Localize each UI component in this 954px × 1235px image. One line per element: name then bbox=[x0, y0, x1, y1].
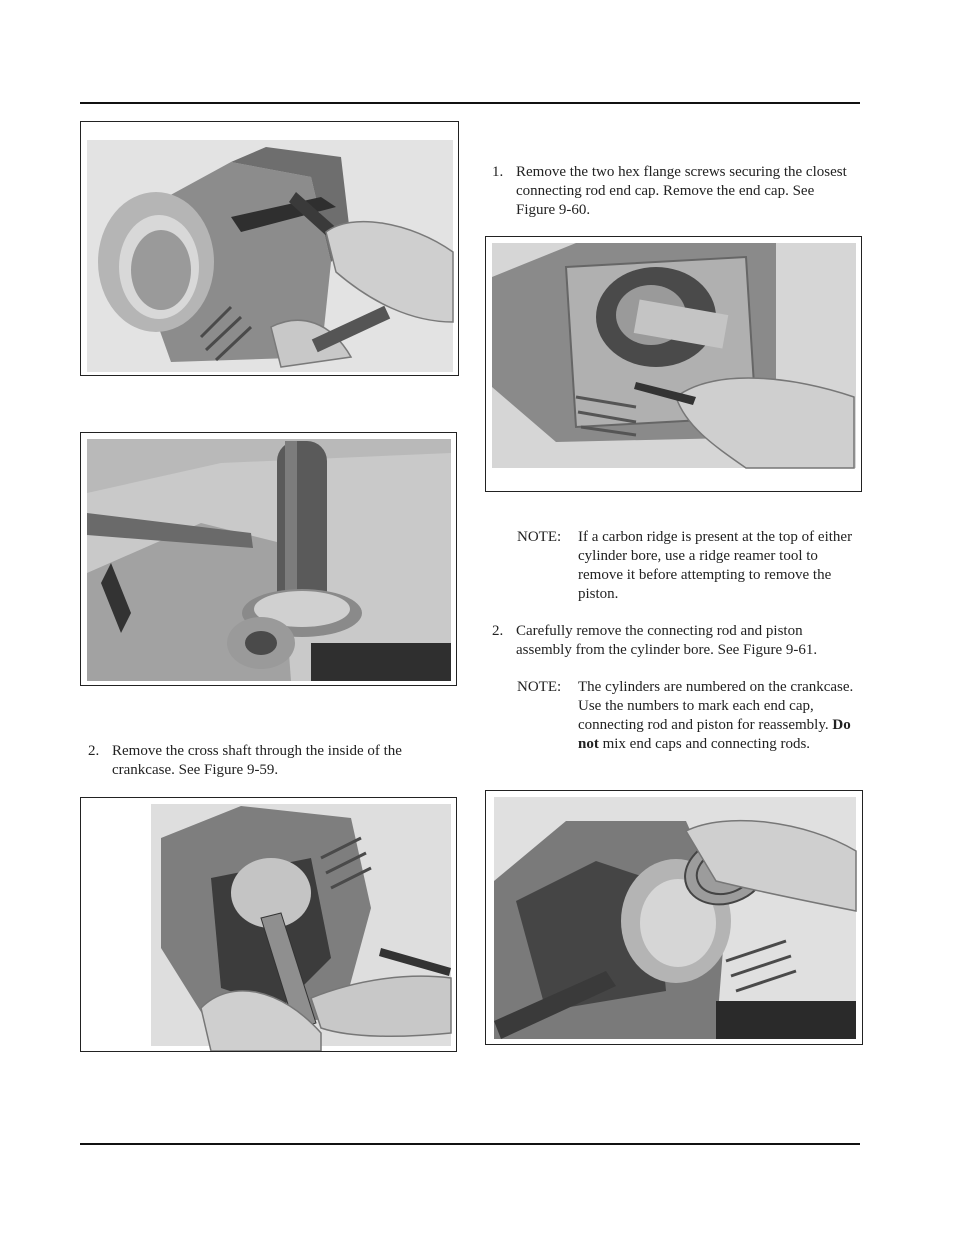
note-label: NOTE: bbox=[517, 679, 562, 695]
photo-illustration bbox=[486, 791, 862, 1044]
step-2-remove-piston bbox=[492, 622, 858, 662]
step-number: 2. bbox=[88, 743, 100, 759]
note-text-before: The cylinders are numbered on the crankcase. Use the numbers to mark each end cap, connecting rod and piston for reassembly. bbox=[578, 679, 854, 733]
photo-illustration bbox=[486, 237, 861, 491]
note-cylinders-numbered bbox=[517, 678, 862, 778]
step-1-hex-screws bbox=[492, 163, 852, 223]
step-text: Remove the cross shaft through the inside of the crankcase. See Figure 9-59. bbox=[112, 743, 402, 778]
note-label: NOTE: bbox=[517, 529, 562, 545]
step-text: Carefully remove the connecting rod and piston assembly from the cylinder bore. See Figure 9-61. bbox=[516, 623, 818, 658]
photo-illustration bbox=[81, 798, 456, 1051]
step-number: 2. bbox=[492, 623, 504, 639]
step-text: Remove the two hex flange screws securing the closest connecting rod end cap. Remove the end cap. See Figure 9-60. bbox=[516, 164, 847, 218]
photo-illustration bbox=[81, 122, 458, 375]
photo-cylinder-head-pliers bbox=[80, 121, 459, 376]
step-2-cross-shaft bbox=[88, 742, 458, 782]
note-bold-warning: Do not bbox=[578, 717, 851, 752]
note-text bbox=[578, 678, 862, 754]
step-number: 1. bbox=[492, 164, 504, 180]
photo-illustration bbox=[81, 433, 456, 685]
photo-seal-driver bbox=[80, 432, 457, 686]
photo-end-cap-screws bbox=[485, 236, 862, 492]
header-rule bbox=[80, 102, 860, 104]
note-text: If a carbon ridge is present at the top of either cylinder bore, use a ridge reamer tool to remove it before attempting to remove the piston. bbox=[578, 529, 853, 602]
photo-piston-removal bbox=[485, 790, 863, 1045]
footer-rule bbox=[80, 1143, 860, 1145]
note-text-after: mix end caps and connecting rods. bbox=[602, 736, 811, 752]
note-carbon-ridge bbox=[517, 528, 857, 608]
photo-cross-shaft-removal bbox=[80, 797, 457, 1052]
